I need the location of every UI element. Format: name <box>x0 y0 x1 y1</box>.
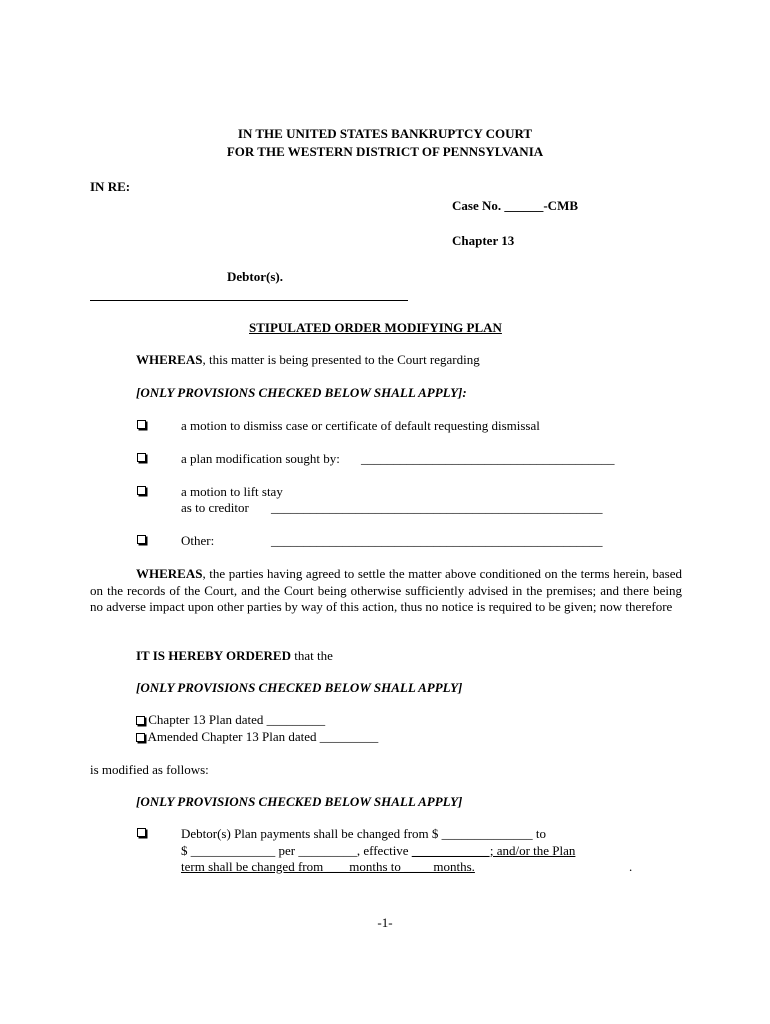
amended-plan-checkbox[interactable] <box>136 733 145 742</box>
whereas-paragraph-text: , the parties having agreed to settle the matter above conditioned on the terms herein, based on the records of the Court, and the Court being otherwise sufficiently advised in the premises; and there being no adverse impact upon other parties by way of this action, thus no notice is required to be given; now therefore <box>90 566 682 614</box>
other-option-label: Other: <box>181 533 215 548</box>
dismiss-option-label: a motion to dismiss case or certificate of default requesting dismissal <box>181 418 540 433</box>
court-district: FOR THE WESTERN DISTRICT OF PENNSYLVANIA <box>226 144 544 159</box>
payments-checkbox[interactable] <box>137 828 146 837</box>
page-number: -1- <box>377 915 393 930</box>
payments-line-3: term shall be changed from ___ months to ____ months. <box>181 859 475 874</box>
provisions-note-3: [ONLY PROVISIONS CHECKED BELOW SHALL APPLY] <box>136 794 463 809</box>
payments-line-2 <box>181 843 575 859</box>
payments-line-1: Debtor(s) Plan payments shall be changed from $ ______________ to <box>181 826 547 841</box>
whereas-paragraph <box>90 566 682 616</box>
other-checkbox[interactable] <box>137 535 146 544</box>
other-blank[interactable]: ___________________________________________________ <box>271 533 603 548</box>
amended-plan-row[interactable] <box>136 729 378 745</box>
amended-plan-label: Amended Chapter 13 Plan dated _________ <box>145 729 379 744</box>
lift-stay-creditor-label: as to creditor <box>181 500 249 515</box>
whereas-text: , this matter is being presented to the Court regarding <box>202 352 480 367</box>
ordered-text: that the <box>290 648 333 663</box>
whereas-label: WHEREAS <box>136 352 203 367</box>
provisions-note-2: [ONLY PROVISIONS CHECKED BELOW SHALL APPLY] <box>136 680 463 695</box>
whereas-intro <box>136 352 480 368</box>
case-number: Case No. ______-CMB <box>452 198 579 213</box>
chapter-label: Chapter 13 <box>452 233 515 248</box>
dismiss-checkbox[interactable] <box>137 420 146 429</box>
plan-dated-label: Chapter 13 Plan dated _________ <box>145 712 326 727</box>
order-clause <box>136 648 333 664</box>
caption-divider <box>90 300 408 301</box>
modified-text: is modified as follows: <box>90 762 209 777</box>
in-re-label: IN RE: <box>90 179 131 194</box>
lift-stay-option-label: a motion to lift stay <box>181 484 283 499</box>
creditor-blank[interactable]: ___________________________________________________ <box>271 500 603 515</box>
document-title: STIPULATED ORDER MODIFYING PLAN <box>249 320 502 335</box>
plan-mod-checkbox[interactable] <box>137 453 146 462</box>
provisions-note: [ONLY PROVISIONS CHECKED BELOW SHALL APPLY]: <box>136 385 467 400</box>
plan-mod-blank[interactable]: _______________________________________ <box>361 451 615 466</box>
plan-dated-checkbox[interactable] <box>136 716 145 725</box>
debtors-label: Debtor(s). <box>227 269 283 284</box>
payments-line-3-end: . <box>629 859 633 874</box>
whereas-label-2: WHEREAS <box>136 566 203 581</box>
plan-dated-row[interactable] <box>136 712 325 728</box>
ordered-label: IT IS HEREBY ORDERED <box>136 648 291 663</box>
payments-amount-text: $ _____________ per _________, effective <box>181 843 412 858</box>
court-name: IN THE UNITED STATES BANKRUPTCY COURT <box>237 126 533 141</box>
payments-effective-text: ____________; and/or the Plan <box>411 843 576 858</box>
lift-stay-checkbox[interactable] <box>137 486 146 495</box>
plan-mod-option-label: a plan modification sought by: <box>181 451 340 466</box>
